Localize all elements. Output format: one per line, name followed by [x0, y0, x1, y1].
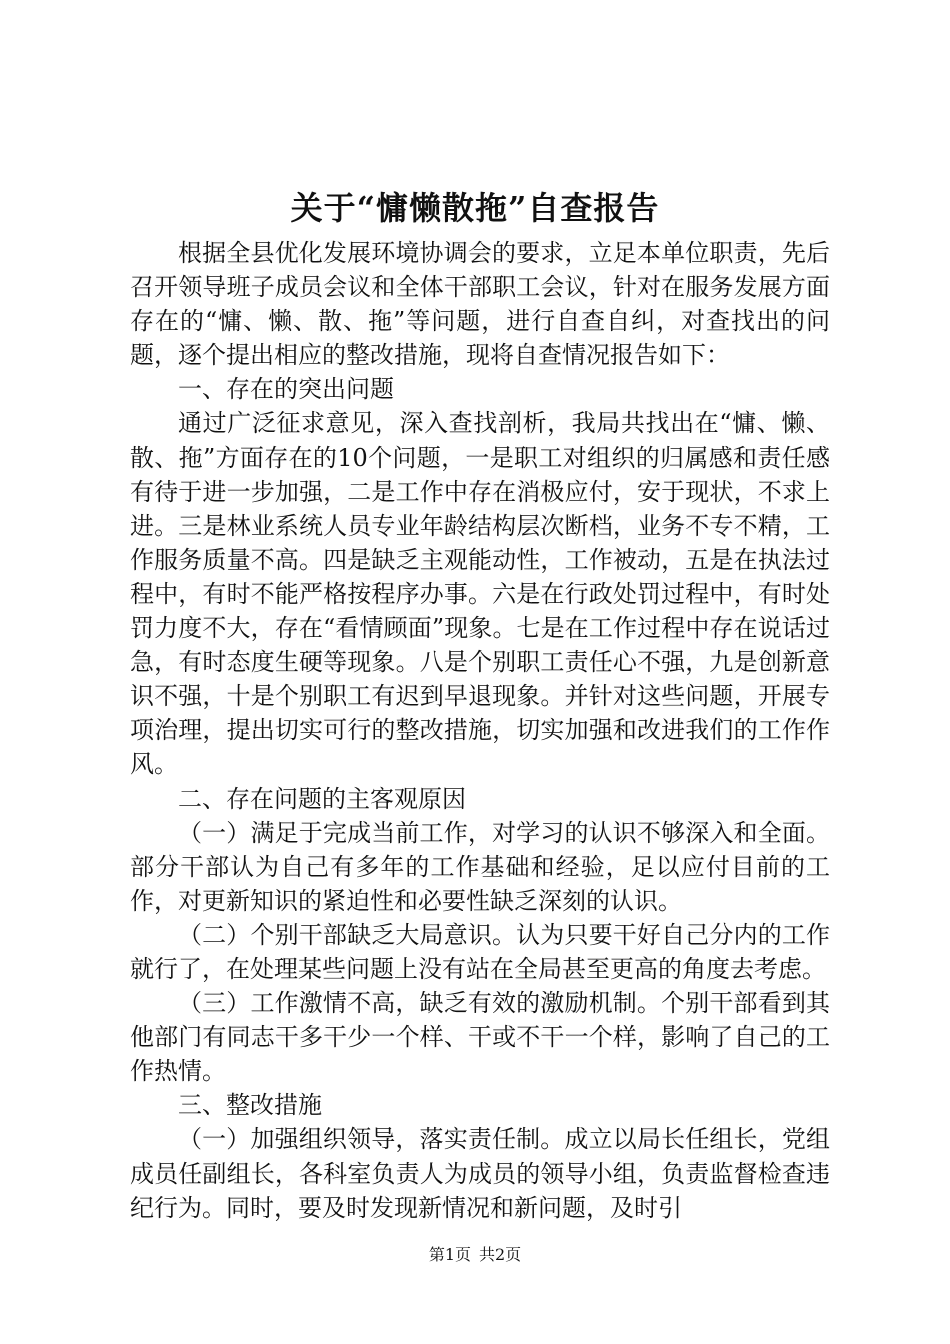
paragraph-intro: 根据全县优化发展环境协调会的要求，立足本单位职责，先后召开领导班子成员会议和全体干部职工会议，针对在服务发展方面存在的“慵、懒、散、拖”等问题，进行自查自纠，对查找出的问题，逐个提出相应的整改措施，现将自查情况报告如下： — [130, 239, 830, 370]
page-footer — [0, 1244, 950, 1266]
heading-section-1: 一、存在的突出问题 — [178, 375, 394, 404]
paragraph-cause-2: （二）个别干部缺乏大局意识。认为只要干好自己分内的工作就行了，在处理某些问题上没有站在全局甚至更高的角度去考虑。 — [130, 920, 830, 983]
heading-section-3: 三、整改措施 — [178, 1091, 322, 1120]
paragraph-measure-1: （一）加强组织领导，落实责任制。成立以局长任组长，党组成员任副组长，各科室负责人为成员的领导小组，负责监督检查违纪行为。同时，要及时发现新情况和新问题，及时引 — [130, 1125, 830, 1222]
heading-section-2: 二、存在问题的主客观原因 — [178, 784, 466, 813]
page-number: 第1页 — [428, 1245, 471, 1264]
paragraph-problems: 通过广泛征求意见，深入查找剖析，我局共找出在“慵、懒、散、拖”方面存在的10个问题，一是职工对组织的归属感和责任感有待于进一步加强，二是工作中存在消极应付，安于现状，不求上进。三是林业系统人员专业年龄结构层次断档，业务不专不精，工作服务质量不高。四是缺乏主观能动性，工作被动，五是在执法过程中，有时不能严格按程序办事。六是在行政处罚过程中，有时处罚力度不大，存在“看情顾面”现象。七是在工作过程中存在说话过急，有时态度生硬等现象。八是个别职工责任心不强，九是创新意识不强，十是个别职工有迟到早退现象。并针对这些问题，开展专项治理，提出切实可行的整改措施，切实加强和改进我们的工作作风。 — [130, 409, 830, 779]
paragraph-cause-1: （一）满足于完成当前工作，对学习的认识不够深入和全面。部分干部认为自己有多年的工作基础和经验，足以应付目前的工作，对更新知识的紧迫性和必要性缺乏深刻的认识。 — [130, 818, 830, 915]
document-title: 关于“慵懒散拖”自查报告 — [290, 189, 660, 227]
paragraph-cause-3: （三）工作激情不高，缺乏有效的激励机制。个别干部看到其他部门有同志干多干少一个样、干或不干一个样，影响了自己的工作热情。 — [130, 989, 830, 1086]
page-total: 共2页 — [479, 1245, 522, 1264]
document-body — [130, 236, 830, 1225]
